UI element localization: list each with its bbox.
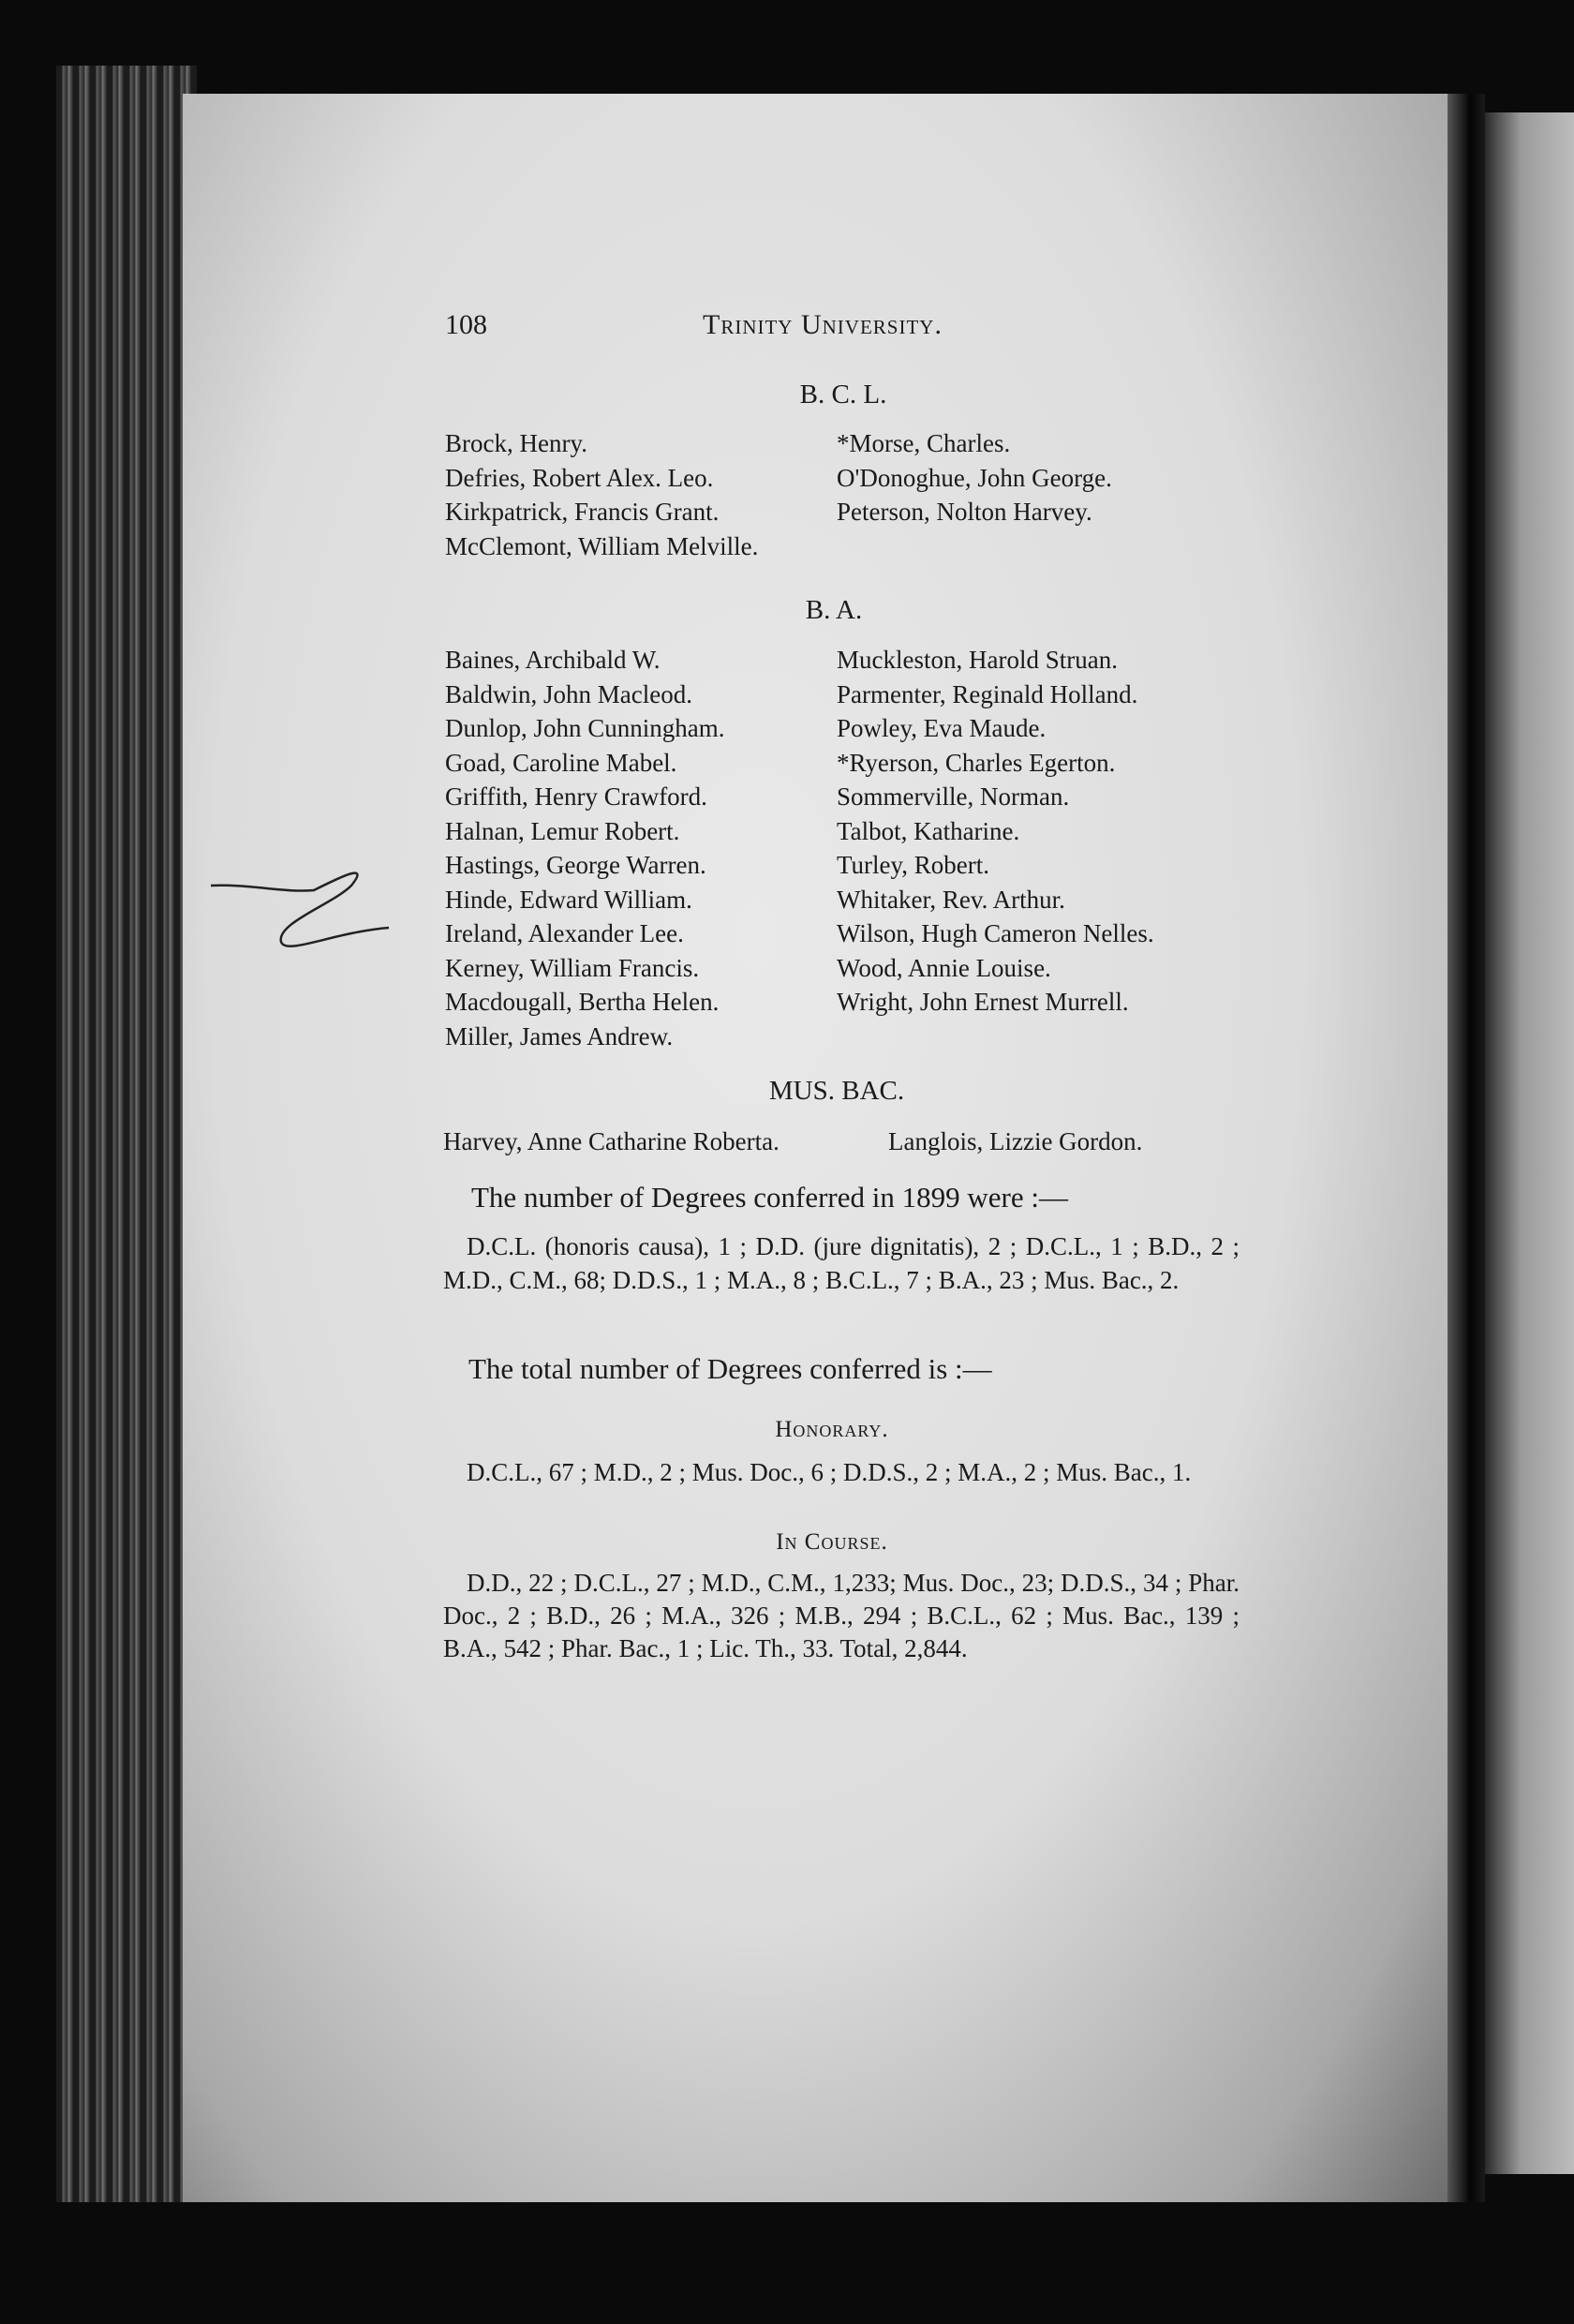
- graduate-name: Defries, Robert Alex. Leo.: [445, 463, 714, 492]
- graduate-name: Ireland, Alexander Lee.: [445, 919, 684, 947]
- bcl-names-right: [837, 426, 1112, 529]
- facing-page-edge: [1485, 112, 1574, 2174]
- honorary-heading: Honorary.: [775, 1417, 889, 1442]
- graduate-name: *Morse, Charles.: [837, 429, 1011, 457]
- graduate-name: Sommerville, Norman.: [837, 782, 1070, 811]
- graduate-name: Powley, Eva Maude.: [837, 714, 1047, 742]
- mus-bac-name-right: Langlois, Lizzie Gordon.: [888, 1127, 1143, 1155]
- graduate-name: Wilson, Hugh Cameron Nelles.: [837, 919, 1154, 947]
- in-course-heading: In Course.: [776, 1529, 888, 1555]
- graduate-name: Wood, Annie Louise.: [837, 953, 1051, 982]
- in-course-text: D.D., 22 ; D.C.L., 27 ; M.D., C.M., 1,233; Mus. Doc., 23; D.D.S., 34 ; Phar. Doc., 2 ; B.D., 26 ; M.A., 326 ; M.B., 294 ; B.C.L., 62 ; Mus. Bac., 139 ; B.A., 542 ; Phar. Bac., 1 ; Lic. Th., 33. Total, 2,844.: [443, 1569, 1240, 1662]
- graduate-name: Halnan, Lemur Robert.: [445, 816, 680, 845]
- graduate-name: Goad, Caroline Mabel.: [445, 748, 677, 777]
- graduate-name: Peterson, Nolton Harvey.: [837, 498, 1092, 526]
- graduate-name: Turley, Robert.: [837, 851, 990, 879]
- graduate-name: Dunlop, John Cunningham.: [445, 714, 725, 742]
- ba-heading: B. A.: [805, 595, 863, 625]
- graduate-name: Parmenter, Reginald Holland.: [837, 679, 1138, 708]
- running-title: Trinity University.: [703, 309, 943, 340]
- honorary-text: D.C.L., 67 ; M.D., 2 ; Mus. Doc., 6 ; D.D.S., 2 ; M.A., 2 ; Mus. Bac., 1.: [467, 1458, 1192, 1486]
- handwritten-pen-mark: [211, 848, 398, 961]
- graduate-name: Muckleston, Harold Struan.: [837, 646, 1118, 674]
- ba-names-left: [445, 643, 725, 1053]
- graduate-name: McClemont, William Melville.: [445, 531, 759, 560]
- total-degrees-lead: The total number of Degrees conferred is :—: [468, 1352, 992, 1385]
- graduate-name: Griffith, Henry Crawford.: [445, 782, 707, 811]
- page-header: [445, 309, 1326, 351]
- graduate-name: Miller, James Andrew.: [445, 1021, 674, 1050]
- graduate-name: Talbot, Katharine.: [837, 816, 1020, 845]
- graduate-name: *Ryerson, Charles Egerton.: [837, 748, 1116, 777]
- page-number: 108: [445, 309, 487, 340]
- graduate-name: Whitaker, Rev. Arthur.: [837, 885, 1065, 914]
- ba-names-right: [837, 643, 1154, 1020]
- book-page-edges: [56, 66, 197, 2202]
- bcl-names-left: [445, 426, 758, 563]
- degrees-1899-text: D.C.L. (honoris causa), 1 ; D.D. (jure dignitatis), 2 ; D.C.L., 1 ; B.D., 2 ; M.D., C.M., 68; D.D.S., 1 ; M.A., 8 ; B.C.L., 7 ; B.A., 23 ; Mus. Bac., 2.: [443, 1232, 1240, 1294]
- graduate-name: Baldwin, John Macleod.: [445, 679, 692, 708]
- graduate-name: Kirkpatrick, Francis Grant.: [445, 498, 720, 526]
- bcl-heading: B. C. L.: [799, 380, 887, 410]
- graduate-name: Brock, Henry.: [445, 429, 587, 457]
- graduate-name: Kerney, William Francis.: [445, 953, 700, 982]
- graduate-name: O'Donoghue, John George.: [837, 463, 1112, 492]
- graduate-name: Hastings, George Warren.: [445, 851, 706, 879]
- graduate-name: Hinde, Edward William.: [445, 885, 692, 914]
- mus-bac-name-left: Harvey, Anne Catharine Roberta.: [443, 1127, 780, 1155]
- graduate-name: Baines, Archibald W.: [445, 646, 661, 674]
- mus-bac-heading: MUS. BAC.: [768, 1076, 905, 1106]
- book-gutter: [1448, 94, 1485, 2202]
- graduate-name: Macdougall, Bertha Helen.: [445, 988, 720, 1016]
- degrees-1899-lead: The number of Degrees conferred in 1899 were :—: [471, 1181, 1068, 1214]
- graduate-name: Wright, John Ernest Murrell.: [837, 988, 1129, 1016]
